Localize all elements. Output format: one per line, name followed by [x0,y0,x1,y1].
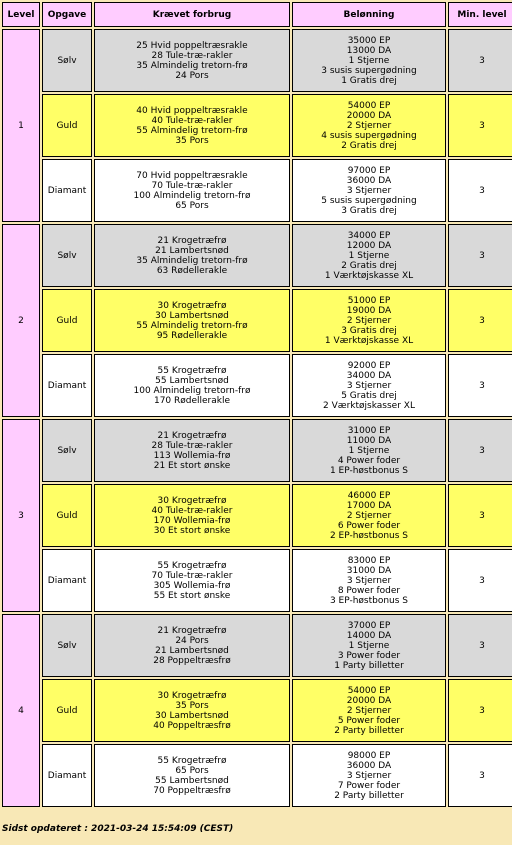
min-level-cell: 3 [448,94,512,157]
task-tier-cell: Diamant [42,354,92,417]
required-item: 65 Pors [175,200,209,211]
required-item: 170 Wollemia-frø [153,515,231,526]
reward-item: 34000 DA [346,370,392,381]
header-row [2,2,512,27]
task-tier-cell: Diamant [42,159,92,222]
required-item: 70 Tule-træ-rakler [151,570,233,581]
required-items-cell [94,159,290,222]
required-item: 40 Tule-træ-rakler [151,115,233,126]
header-level: Level [2,2,40,27]
task-tier-cell: Guld [42,94,92,157]
min-level-cell: 3 [448,614,512,677]
reward-item: 2 Party billetter [334,725,404,736]
reward-item: 46000 EP [347,490,391,501]
task-tier-cell: Sølv [42,419,92,482]
reward-item: 1 Stjerne [348,640,390,651]
header-kraevet-forbrug: Krævet forbrug [94,2,290,27]
min-level-cell: 3 [448,419,512,482]
min-level-cell: 3 [448,549,512,612]
required-item: 28 Poppeltræsfrø [153,655,231,666]
task-tier-cell: Guld [42,289,92,352]
required-item: 95 Rødellerakle [156,330,228,341]
required-item: 21 Lambertsnød [155,245,229,256]
table-row [2,94,512,157]
reward-item: 34000 EP [347,230,391,241]
reward-item: 20000 DA [346,110,392,121]
required-item: 30 Krogetræfrø [157,690,227,701]
reward-item: 83000 EP [347,555,391,566]
reward-item: 4 Power foder [337,455,401,466]
reward-item: 7 Power foder [337,780,401,791]
reward-item: 1 Party billetter [334,660,404,671]
reward-item: 5 susis supergødning [321,195,417,206]
reward-item: 1 Stjerne [348,55,390,66]
reward-item: 3 Power foder [337,650,401,661]
required-item: 65 Pors [175,765,209,776]
required-item: 55 Krogetræfrø [157,365,227,376]
level-cell: 3 [2,419,40,612]
task-tier-cell: Guld [42,484,92,547]
reward-cell [292,484,446,547]
reward-item: 6 Power foder [337,520,401,531]
quest-table-body [2,29,512,807]
reward-item: 2 Stjerner [346,705,392,716]
reward-item: 4 susis supergødning [321,130,417,141]
required-item: 40 Hvid poppeltræsrakle [136,105,248,116]
table-row [2,419,512,482]
required-item: 35 Almindelig tretorn-frø [136,60,248,71]
task-tier-cell: Diamant [42,549,92,612]
reward-item: 11000 DA [346,435,392,446]
required-item: 21 Et stort ønske [153,460,231,471]
table-row [2,614,512,677]
required-item: 35 Almindelig tretorn-frø [136,255,248,266]
reward-item: 1 Gratis drej [341,75,397,86]
reward-item: 97000 EP [347,165,391,176]
table-row [2,29,512,92]
required-item: 21 Krogetræfrø [157,235,227,246]
required-item: 21 Krogetræfrø [157,430,227,441]
reward-cell [292,744,446,807]
task-tier-cell: Sølv [42,29,92,92]
level-cell: 2 [2,224,40,417]
reward-item: 36000 DA [346,175,392,186]
required-items-cell [94,484,290,547]
header-belonning: Belønning [292,2,446,27]
min-level-cell: 3 [448,159,512,222]
reward-item: 19000 DA [346,305,392,316]
required-items-cell [94,744,290,807]
required-item: 40 Tule-træ-rakler [151,505,233,516]
table-row [2,224,512,287]
required-item: 30 Krogetræfrø [157,495,227,506]
reward-cell [292,679,446,742]
required-items-cell [94,679,290,742]
required-items-cell [94,614,290,677]
required-item: 35 Pors [175,700,209,711]
header-opgave: Opgave [42,2,92,27]
table-row [2,679,512,742]
required-items-cell [94,224,290,287]
reward-item: 36000 DA [346,760,392,771]
reward-item: 17000 DA [346,500,392,511]
required-items-cell [94,29,290,92]
reward-item: 5 Power foder [337,715,401,726]
reward-item: 2 Gratis drej [341,260,397,271]
required-item: 63 Rødellerakle [156,265,228,276]
required-item: 30 Krogetræfrø [157,300,227,311]
required-items-cell [94,419,290,482]
required-item: 24 Pors [175,70,209,81]
required-item: 55 Almindelig tretorn-frø [136,125,248,136]
required-items-cell [94,94,290,157]
reward-item: 2 Stjerner [346,315,392,326]
table-row [2,159,512,222]
table-row [2,484,512,547]
required-item: 113 Wollemia-frø [153,450,231,461]
reward-item: 54000 EP [347,685,391,696]
reward-item: 98000 EP [347,750,391,761]
reward-item: 31000 EP [347,425,391,436]
required-items-cell [94,289,290,352]
reward-item: 3 Gratis drej [341,325,397,336]
table-row [2,744,512,807]
required-item: 21 Lambertsnød [155,645,229,656]
reward-cell [292,549,446,612]
required-item: 30 Lambertsnød [155,710,229,721]
reward-item: 35000 EP [347,35,391,46]
required-item: 55 Lambertsnød [155,775,229,786]
reward-item: 1 Stjerne [348,250,390,261]
required-item: 25 Hvid poppeltræsrakle [136,40,248,51]
reward-item: 13000 DA [346,45,392,56]
table-row [2,549,512,612]
required-item: 30 Et stort ønske [153,525,231,536]
min-level-cell: 3 [448,224,512,287]
header-min-level: Min. level [448,2,512,27]
reward-item: 2 Værktøjskasser XL [323,400,415,411]
table-row [2,354,512,417]
reward-item: 1 EP-høstbonus S [329,465,409,476]
required-item: 70 Tule-træ-rakler [151,180,233,191]
reward-item: 3 Gratis drej [341,205,397,216]
reward-item: 1 Værktøjskasse XL [324,335,414,346]
required-item: 55 Almindelig tretorn-frø [136,320,248,331]
reward-item: 2 EP-høstbonus S [329,530,409,541]
required-item: 28 Tule-træ-rakler [151,50,233,61]
required-item: 40 Poppeltræsfrø [153,720,231,731]
task-tier-cell: Diamant [42,744,92,807]
required-item: 170 Rødellerakle [153,395,231,406]
required-item: 24 Pors [175,635,209,646]
reward-item: 54000 EP [347,100,391,111]
reward-item: 14000 DA [346,630,392,641]
level-cell: 4 [2,614,40,807]
reward-cell [292,29,446,92]
required-item: 35 Pors [175,135,209,146]
reward-item: 3 Stjerner [346,185,392,196]
reward-item: 3 EP-høstbonus S [329,595,409,606]
reward-cell [292,224,446,287]
level-cell: 1 [2,29,40,222]
reward-item: 2 Party billetter [334,790,404,801]
last-updated-text: Sidst opdateret : 2021-03-24 15:54:09 (CEST) [2,824,234,834]
reward-item: 37000 EP [347,620,391,631]
reward-item: 3 Stjerner [346,770,392,781]
reward-cell [292,289,446,352]
reward-cell [292,354,446,417]
reward-cell [292,159,446,222]
reward-item: 1 Værktøjskasse XL [324,270,414,281]
task-tier-cell: Guld [42,679,92,742]
reward-cell [292,94,446,157]
required-item: 55 Krogetræfrø [157,755,227,766]
task-tier-cell: Sølv [42,614,92,677]
reward-item: 3 Stjerner [346,575,392,586]
required-item: 70 Hvid poppeltræsrakle [136,170,248,181]
min-level-cell: 3 [448,354,512,417]
reward-item: 3 Stjerner [346,380,392,391]
task-tier-cell: Sølv [42,224,92,287]
required-items-cell [94,354,290,417]
required-item: 30 Lambertsnød [155,310,229,321]
required-item: 21 Krogetræfrø [157,625,227,636]
required-item: 28 Tule-træ-rakler [151,440,233,451]
reward-item: 2 Stjerner [346,510,392,521]
min-level-cell: 3 [448,679,512,742]
required-item: 305 Wollemia-frø [153,580,231,591]
required-item: 70 Poppeltræsfrø [153,785,231,796]
required-item: 100 Almindelig tretorn-frø [133,190,251,201]
reward-item: 92000 EP [347,360,391,371]
required-item: 55 Et stort ønske [153,590,231,601]
reward-item: 12000 DA [346,240,392,251]
reward-item: 20000 DA [346,695,392,706]
reward-item: 31000 DA [346,565,392,576]
reward-item: 8 Power foder [337,585,401,596]
min-level-cell: 3 [448,289,512,352]
min-level-cell: 3 [448,29,512,92]
reward-item: 3 susis supergødning [321,65,417,76]
reward-cell [292,614,446,677]
table-row [2,289,512,352]
reward-cell [292,419,446,482]
required-items-cell [94,549,290,612]
reward-item: 5 Gratis drej [341,390,397,401]
reward-item: 1 Stjerne [348,445,390,456]
required-item: 100 Almindelig tretorn-frø [133,385,251,396]
min-level-cell: 3 [448,744,512,807]
reward-item: 2 Gratis drej [341,140,397,151]
min-level-cell: 3 [448,484,512,547]
required-item: 55 Lambertsnød [155,375,229,386]
reward-item: 2 Stjerner [346,120,392,131]
reward-item: 51000 EP [347,295,391,306]
required-item: 55 Krogetræfrø [157,560,227,571]
